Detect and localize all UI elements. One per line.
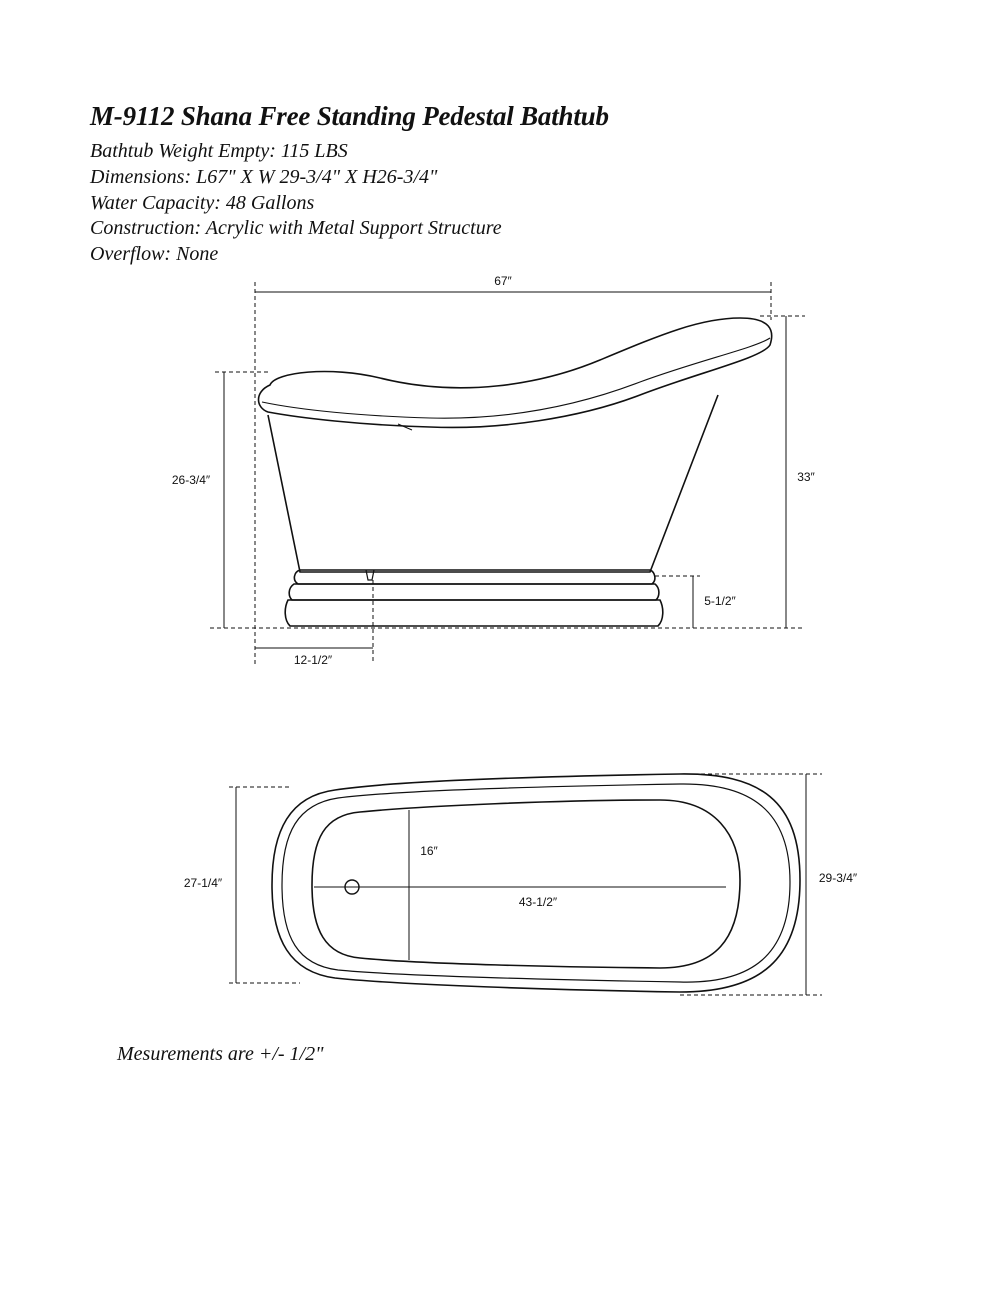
- outer-width-label: 29-3/4″: [818, 871, 858, 885]
- length-label: 67″: [494, 274, 512, 288]
- spec-overflow: Overflow: None: [90, 243, 219, 265]
- top-view-dimensions: [229, 774, 822, 995]
- basin-width-label: 16″: [420, 844, 438, 858]
- product-title: M-9112 Shana Free Standing Pedestal Bathtub: [90, 101, 609, 131]
- top-view-outer-rim: [272, 774, 800, 992]
- measurement-tolerance-note: Mesurements are +/- 1/2": [117, 1043, 324, 1065]
- spec-construction: Construction: Acrylic with Metal Support Structure: [90, 217, 502, 239]
- side-view-rim: [259, 318, 772, 427]
- spec-dimensions: Dimensions: L67" X W 29-3/4" X H26-3/4": [90, 166, 438, 188]
- total-height-label: 33″: [797, 470, 815, 484]
- spec-water-capacity: Water Capacity: 48 Gallons: [90, 192, 315, 214]
- side-view-pedestal-mid: [289, 584, 659, 600]
- top-view-basin: [312, 800, 740, 968]
- side-view-rim-lip: [262, 338, 770, 418]
- side-view-pedestal-base: [285, 600, 663, 626]
- spec-weight: Bathtub Weight Empty: 115 LBS: [90, 140, 348, 162]
- base-height-label: 5-1/2″: [704, 594, 736, 608]
- top-view-drawing: [272, 774, 800, 992]
- inner-width-label: 27-1/4″: [183, 876, 223, 890]
- basin-length-label: 43-1/2″: [518, 895, 558, 909]
- drain-offset-label: 12-1/2″: [293, 653, 333, 667]
- side-view-drawing: [259, 318, 772, 626]
- rim-height-label: 26-3/4″: [171, 473, 211, 487]
